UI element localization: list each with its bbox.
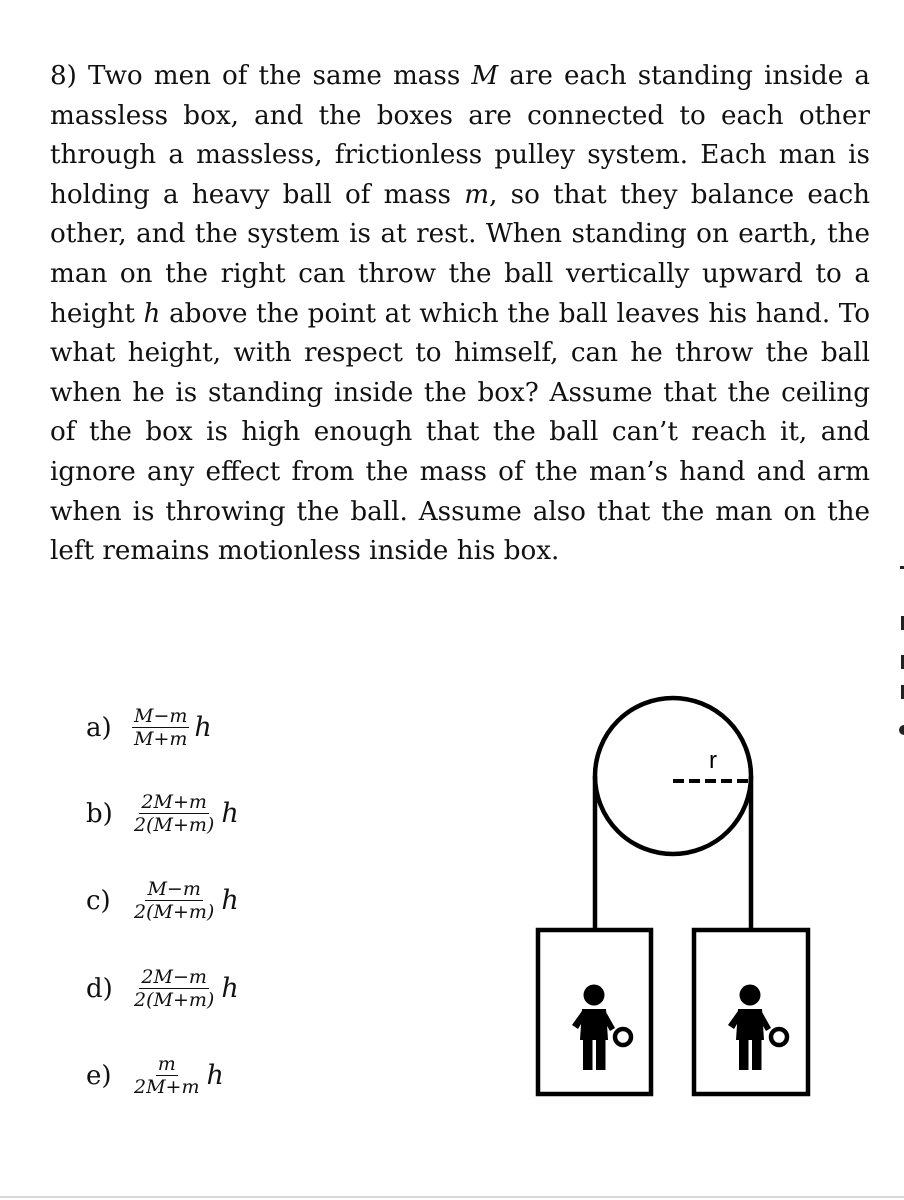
pulley-diagram bbox=[520, 690, 820, 1110]
option-fraction bbox=[132, 706, 189, 749]
option-label: b) bbox=[86, 798, 113, 829]
option-d[interactable] bbox=[86, 967, 239, 1010]
fraction-denominator: 2M+m bbox=[134, 1076, 200, 1098]
option-h: h bbox=[221, 885, 239, 916]
option-e[interactable] bbox=[86, 1054, 224, 1097]
fraction-numerator: 2M−m bbox=[141, 966, 207, 988]
option-label: c) bbox=[86, 885, 111, 916]
problem-text-part-2: are each standing inside a massless box, and the boxes are connected to each other through a massless, frictionless pulley system. Each man is holding a heavy ball of mass bbox=[50, 61, 870, 210]
problem-statement bbox=[50, 57, 870, 572]
fraction-numerator: M−m bbox=[147, 878, 201, 900]
edge-fragment bbox=[900, 566, 904, 569]
fraction-denominator: 2(M+m) bbox=[134, 814, 215, 836]
option-fraction bbox=[132, 879, 216, 922]
option-label: e) bbox=[86, 1060, 112, 1091]
option-label: a) bbox=[86, 712, 112, 743]
problem-text bbox=[50, 57, 870, 572]
option-h: h bbox=[194, 712, 212, 743]
problem-number: 8) bbox=[50, 61, 77, 91]
edge-fragment bbox=[899, 725, 904, 735]
problem-text-part-4: above the point at which the ball leaves his hand. To what height, with respect to himself, can he throw the ball when he is standing inside the box? Assume that the ceiling of the box is high enough that the ball can’t reach it, and ignore any effect from the mass of the man’s hand and arm when is throwing the ball. Assume also that the man on the left remains motionless inside his box. bbox=[50, 298, 870, 567]
option-c[interactable] bbox=[86, 879, 239, 922]
problem-text-part-3: , so that they balance each other, and the system is at rest. When standing on earth, the man on the right can throw the ball vertically upward to a height bbox=[50, 179, 870, 329]
option-fraction bbox=[132, 792, 216, 835]
fraction-denominator: 2(M+m) bbox=[134, 989, 215, 1011]
option-h: h bbox=[206, 1060, 224, 1091]
fraction-denominator: 2(M+m) bbox=[134, 901, 215, 923]
option-b[interactable] bbox=[86, 792, 239, 835]
fraction-numerator: M−m bbox=[134, 705, 188, 727]
option-h: h bbox=[221, 798, 239, 829]
right-man-icon bbox=[728, 985, 771, 1071]
option-a[interactable] bbox=[86, 706, 212, 749]
fraction-denominator: M+m bbox=[134, 728, 188, 750]
fraction-numerator: 2M+m bbox=[141, 791, 207, 813]
var-small-m: m bbox=[464, 179, 490, 210]
var-big-m: M bbox=[471, 61, 499, 91]
pulley-wheel bbox=[595, 698, 751, 854]
page-bottom-edge bbox=[0, 1196, 904, 1198]
radius-label: r bbox=[709, 747, 717, 774]
option-h: h bbox=[221, 973, 239, 1004]
problem-text-part-1: Two men of the same mass bbox=[87, 61, 472, 91]
option-fraction bbox=[132, 967, 216, 1010]
option-label: d) bbox=[86, 973, 113, 1004]
var-h: h bbox=[143, 298, 161, 329]
option-fraction bbox=[132, 1054, 201, 1097]
right-ball-icon bbox=[771, 1029, 787, 1045]
left-man-icon bbox=[572, 985, 615, 1071]
left-ball-icon bbox=[615, 1029, 631, 1045]
fraction-numerator: m bbox=[157, 1053, 176, 1075]
